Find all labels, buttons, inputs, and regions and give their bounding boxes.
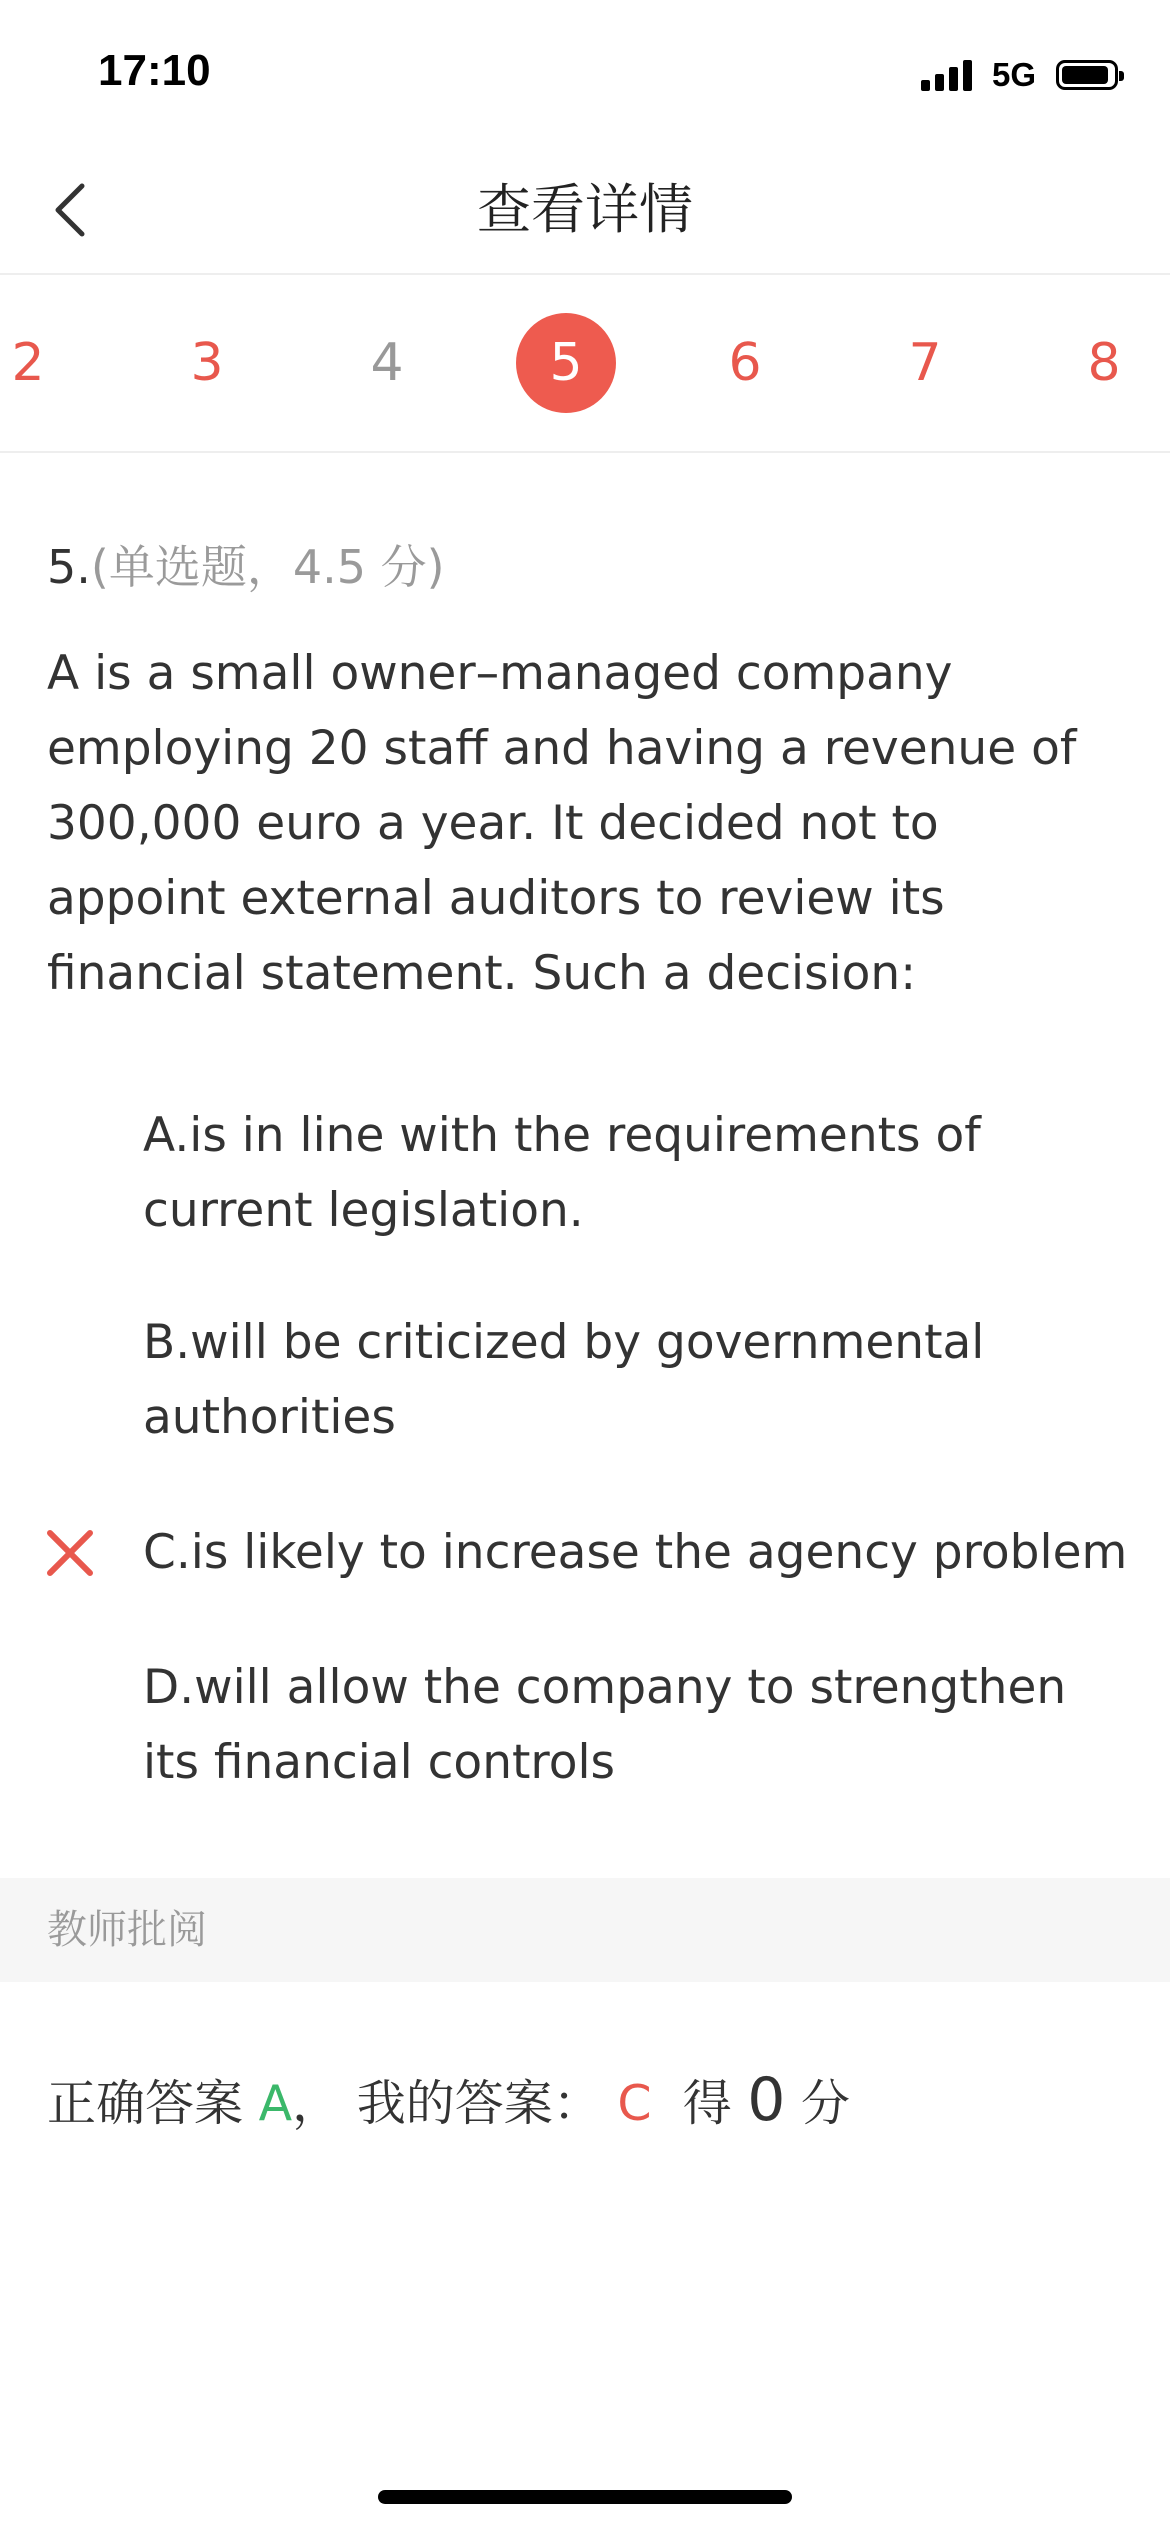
review-section bbox=[0, 1878, 1170, 1982]
score-prefix: 得 bbox=[682, 2075, 732, 2132]
question-number: 5. bbox=[47, 540, 91, 594]
question-stem: A is a small owner–managed company employing 20 staff and having a revenue of 300,000 euro a year. It decided not to appoint external auditors to review its financial statement. Such a decision: bbox=[47, 646, 1077, 1001]
correct-answer-value: A bbox=[258, 2075, 293, 2132]
option-d[interactable]: D.will allow the company to strengthen its financial controls bbox=[143, 1660, 1067, 1790]
answer-separator: ， bbox=[292, 2075, 342, 2132]
option-a[interactable]: A.is in line with the requirements of current legislation. bbox=[143, 1108, 981, 1238]
question-number-5-current[interactable]: 5 bbox=[516, 313, 616, 413]
question-number-8[interactable]: 8 bbox=[1087, 333, 1121, 393]
my-answer-label: 我的答案： bbox=[356, 2075, 602, 2132]
question-number-3[interactable]: 3 bbox=[190, 333, 224, 393]
signal-icon bbox=[921, 59, 972, 91]
wrong-cross-icon bbox=[44, 1527, 96, 1579]
score-value: 0 bbox=[747, 2065, 786, 2135]
review-label: 教师批阅 bbox=[47, 1907, 207, 1953]
status-time: 17:10 bbox=[98, 46, 211, 95]
answer-result-row bbox=[47, 2060, 850, 2144]
score-suffix: 分 bbox=[801, 2075, 851, 2132]
question-number-strip bbox=[0, 275, 1170, 453]
question-number-7[interactable]: 7 bbox=[908, 333, 942, 393]
nav-bar bbox=[0, 140, 1170, 275]
page-title: 查看详情 bbox=[477, 178, 693, 241]
option-b[interactable]: B.will be criticized by governmental authorities bbox=[143, 1315, 985, 1445]
correct-answer-label: 正确答案 bbox=[47, 2075, 244, 2132]
question-header bbox=[47, 536, 445, 598]
option-c[interactable]: C.is likely to increase the agency problem bbox=[143, 1525, 1128, 1580]
network-label: 5G bbox=[991, 56, 1036, 93]
battery-icon bbox=[1056, 60, 1118, 90]
question-type-score: (单选题，4.5 分) bbox=[90, 540, 445, 594]
status-bar bbox=[0, 0, 1170, 140]
status-indicators bbox=[921, 56, 1118, 94]
my-answer-value: C bbox=[617, 2075, 652, 2132]
question-number-6[interactable]: 6 bbox=[728, 333, 762, 393]
question-number-4[interactable]: 4 bbox=[370, 333, 404, 393]
question-number-2[interactable]: 2 bbox=[11, 333, 45, 393]
home-indicator[interactable] bbox=[378, 2490, 792, 2504]
